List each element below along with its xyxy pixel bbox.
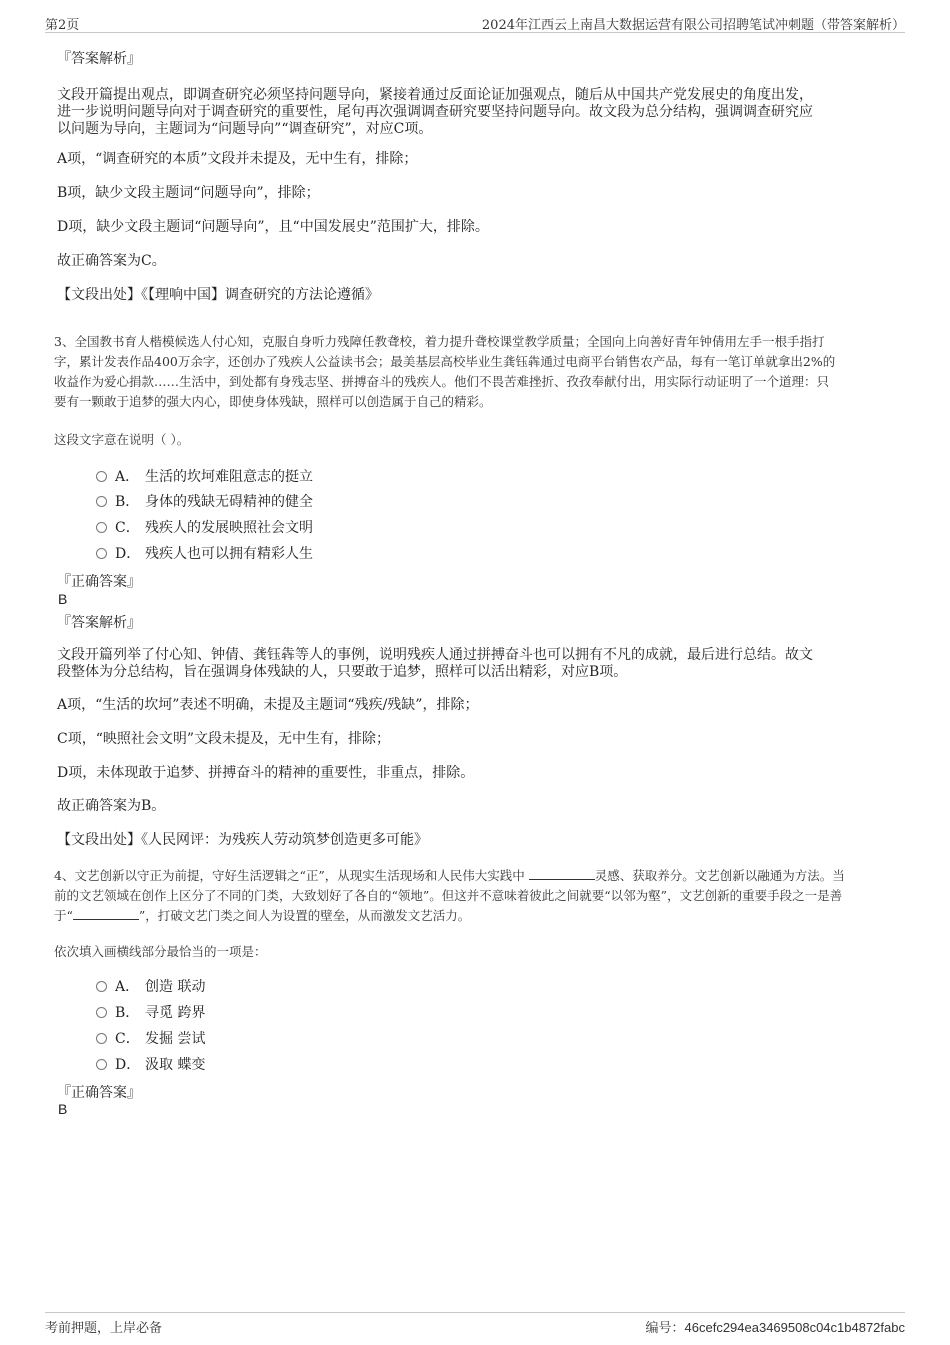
- option-text: 残疾人的发展映照社会文明: [145, 520, 313, 536]
- q2-reason-a: A项，“调查研究的本质”文段并未提及，无中生有，排除；: [57, 151, 418, 167]
- option-letter: C．: [115, 520, 140, 536]
- q3-option-d[interactable]: [96, 543, 313, 563]
- q3-analysis: [57, 647, 889, 681]
- q3-option-c[interactable]: [96, 517, 313, 537]
- option-letter: B．: [115, 1005, 140, 1021]
- q4-answer: B: [58, 1101, 68, 1117]
- q2-reason-b: B项，缺少文段主题词“问题导向”，排除；: [57, 185, 320, 201]
- q3-reason-c: C项，“映照社会文明”文段未提及，无中生有，排除；: [57, 731, 391, 747]
- q4-question: 依次填入画横线部分最恰当的一项是：: [54, 944, 267, 959]
- q2-analysis-line: 文段开篇提出观点，即调查研究必须坚持问题导向，紧接着通过反面论证加强观点，随后从中国共产党发展史的角度出发，: [57, 87, 813, 103]
- option-letter: A．: [115, 469, 140, 485]
- fill-blank: [73, 907, 139, 920]
- option-text: 身体的残缺无碍精神的健全: [145, 494, 313, 510]
- q4-stem-line: 于“ ”，打破文艺门类之间人为设置的壁垒，从而激发文艺活力。: [54, 908, 471, 923]
- q3-analysis-line: 段整体为分总结构，旨在强调身体残缺的人，只要敢于追梦，照样可以活出精彩，对应B项。: [57, 664, 628, 680]
- document-title: 2024年江西云上南昌大数据运营有限公司招聘笔试冲刺题（带答案解析）: [481, 18, 905, 33]
- q3-reason-a: A项，“生活的坎坷”表述不明确，未提及主题词“残疾/残缺”，排除；: [57, 697, 479, 713]
- answer-label: 『正确答案』: [57, 1085, 141, 1101]
- radio-icon[interactable]: [96, 522, 107, 533]
- q3-question: 这段文字意在说明（ ）。: [54, 432, 190, 447]
- option-letter: D．: [115, 1057, 141, 1073]
- q3-reason-d: D项，未体现敢于追梦、拼搏奋斗的精神的重要性，非重点，排除。: [57, 765, 475, 781]
- radio-icon[interactable]: [96, 548, 107, 559]
- analysis-label: 『答案解析』: [57, 615, 141, 631]
- q3-stem-line: 3、全国教书育人楷模候选人付心知，克服自身听力残障任教聋校，着力提升聋校课堂教学质量；全国向上向善好青年钟倩用左手一根手指打: [54, 334, 825, 349]
- q3-stem-line: 要有一颗敢于追梦的强大内心，即使身体残缺，照样可以创造属于自己的精彩。: [54, 394, 492, 409]
- radio-icon[interactable]: [96, 981, 107, 992]
- q3-analysis-line: 文段开篇列举了付心知、钟倩、龚钰犇等人的事例，说明残疾人通过拼搏奋斗也可以拥有不凡的成就，最后进行总结。故文: [57, 647, 813, 663]
- footer-slogan: 考前押题，上岸必备: [45, 1321, 163, 1336]
- option-text: 寻觅 跨界: [145, 1005, 206, 1021]
- q3-stem-line: 收益作为爱心捐款……生活中，到处都有身残志坚、拼搏奋斗的残疾人。他们不畏苦难挫折、孜孜奉献付出，用实际行动证明了一个道理：只: [54, 374, 830, 389]
- q4-option-b[interactable]: [96, 1002, 205, 1022]
- option-text: 创造 联动: [145, 979, 206, 995]
- radio-icon[interactable]: [96, 496, 107, 507]
- option-letter: D．: [115, 546, 141, 562]
- q4-option-a[interactable]: [96, 976, 205, 996]
- q3-option-b[interactable]: [96, 491, 313, 511]
- option-letter: C．: [115, 1031, 140, 1047]
- q2-analysis: [57, 87, 889, 138]
- q3-source: 【文段出处】《人民网评：为残疾人劳动筑梦创造更多可能》: [57, 832, 428, 848]
- radio-icon[interactable]: [96, 471, 107, 482]
- q3-option-a[interactable]: [96, 466, 313, 486]
- radio-icon[interactable]: [96, 1059, 107, 1070]
- option-letter: A．: [115, 979, 140, 995]
- page-number: 第2页: [45, 18, 80, 33]
- q2-conclusion: 故正确答案为C。: [57, 253, 166, 269]
- page-footer: [45, 1312, 905, 1337]
- option-text: 生活的坎坷难阻意志的挺立: [145, 469, 313, 485]
- document-code: 编号：46cefc294ea3469508c04c1b4872fabc: [645, 1320, 905, 1336]
- q2-analysis-line: 进一步说明问题导向对于调查研究的重要性，尾句再次强调调查研究要坚持问题导向。故文段为总分结构，强调调查研究应: [57, 104, 813, 120]
- option-text: 汲取 蝶变: [145, 1057, 206, 1073]
- q3-conclusion: 故正确答案为B。: [57, 798, 166, 814]
- fill-blank: [529, 867, 595, 880]
- q2-reason-d: D项，缺少文段主题词“问题导向”，且“中国发展史”范围扩大，排除。: [57, 219, 489, 235]
- answer-label: 『正确答案』: [57, 574, 141, 590]
- analysis-label: 『答案解析』: [57, 51, 141, 67]
- option-text: 残疾人也可以拥有精彩人生: [145, 546, 313, 562]
- page-header: [45, 12, 905, 33]
- q3-stem-line: 字，累计发表作品400万余字，还创办了残疾人公益读书会；最美基层高校毕业生龚钰犇通过电商平台销售农产品，每有一笔订单就拿出2%的: [54, 354, 836, 369]
- q4-stem: [54, 866, 890, 926]
- q3-answer: B: [58, 591, 68, 607]
- radio-icon[interactable]: [96, 1033, 107, 1044]
- q2-source: 【文段出处】《【理响中国】调查研究的方法论遵循》: [57, 287, 379, 303]
- q3-stem: [54, 332, 890, 412]
- q2-analysis-line: 以问题为导向，主题词为“问题导向”“调查研究”，对应C项。: [57, 121, 433, 137]
- q4-stem-line: 4、文艺创新以守正为前提，守好生活逻辑之“正”，从现实生活现场和人民伟大实践中 灵感、获取养分。文艺创新以融通为方法。当: [54, 868, 845, 883]
- q4-stem-line: 前的文艺领域在创作上区分了不同的门类，大致划好了各自的“领地”。但这并不意味着彼此之间就要“以邻为壑”，文艺创新的重要手段之一是善: [54, 888, 843, 903]
- q4-option-c[interactable]: [96, 1028, 205, 1048]
- radio-icon[interactable]: [96, 1007, 107, 1018]
- option-text: 发掘 尝试: [145, 1031, 206, 1047]
- option-letter: B．: [115, 494, 140, 510]
- q4-option-d[interactable]: [96, 1054, 205, 1074]
